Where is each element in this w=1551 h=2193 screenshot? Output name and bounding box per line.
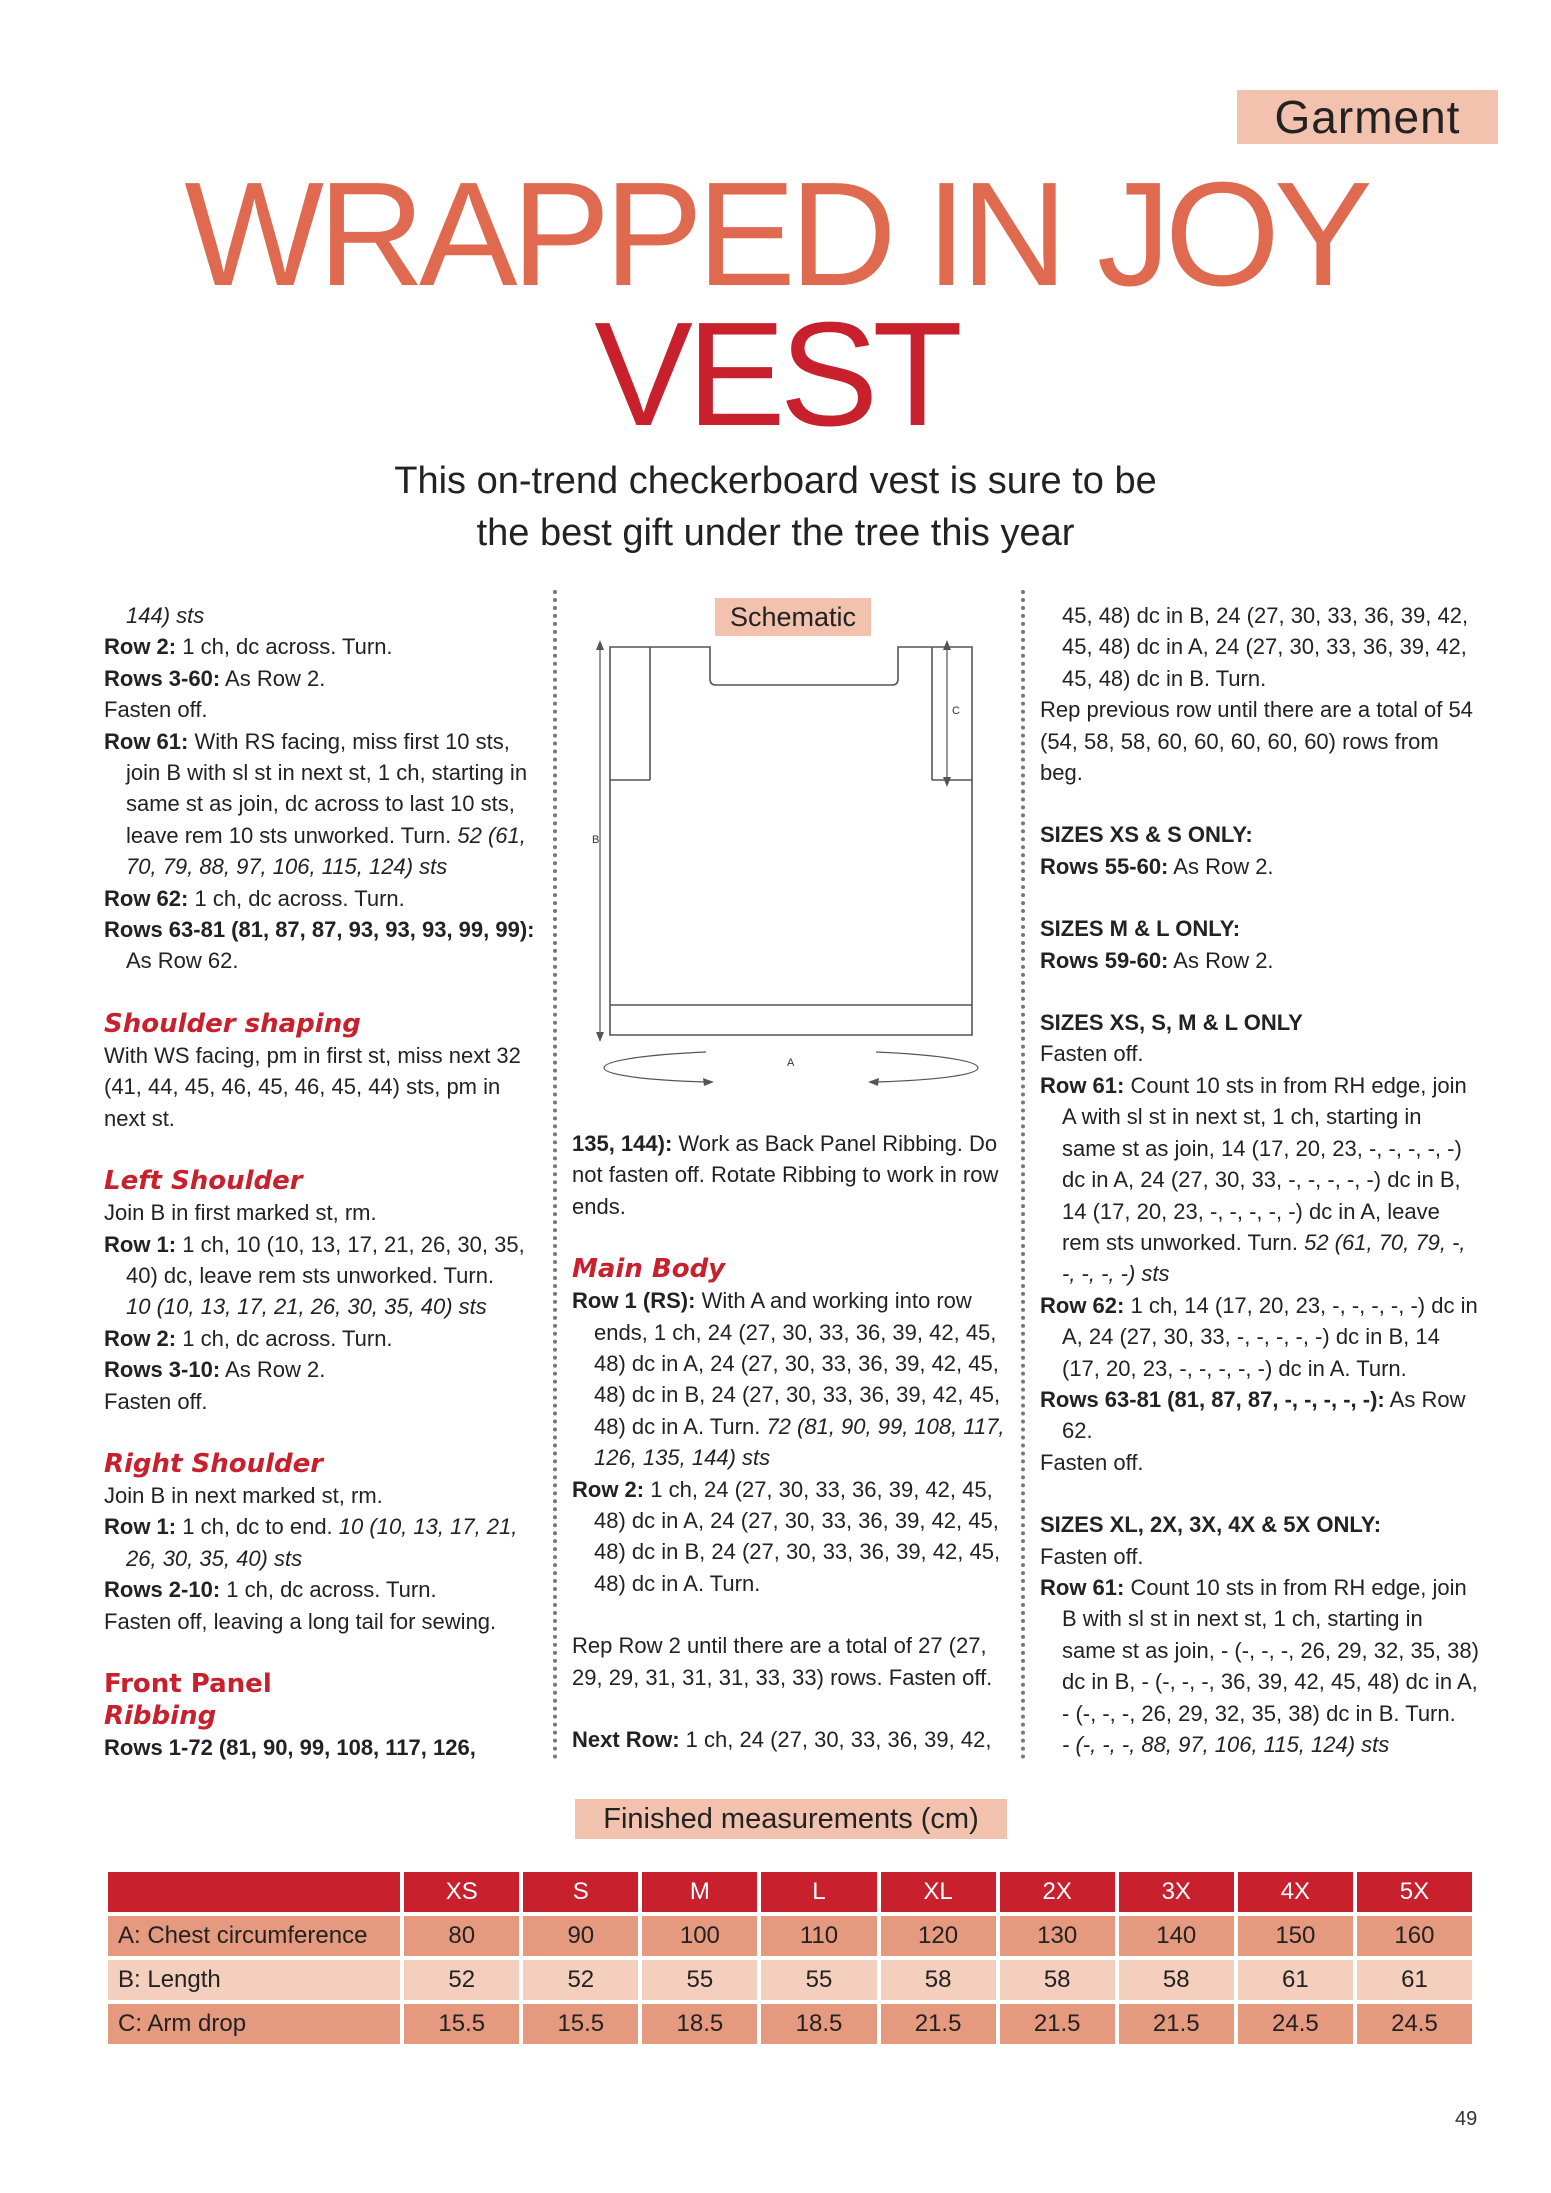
row-label: Row 62:: [1040, 1292, 1125, 1318]
row-label: Row 2:: [104, 1325, 177, 1351]
arrowhead: [596, 640, 604, 650]
size-header: 4X: [1238, 1872, 1353, 1912]
instruction-text: Rep previous row until there are a total of 54 (54, 58, 58, 60, 60, 60, 60, 60) rows from beg.: [1040, 697, 1473, 786]
instruction-text: Fasten off.: [1040, 1041, 1144, 1067]
size-header: 5X: [1357, 1872, 1472, 1912]
size-header: L: [761, 1872, 876, 1912]
row-label-cell: A: Chest circumference: [108, 1916, 400, 1956]
size-header: M: [642, 1872, 757, 1912]
instruction-text: Join B in first marked st, rm.: [104, 1200, 377, 1226]
column-3: [1040, 600, 1480, 1760]
table-cell: 58: [1000, 1960, 1115, 2000]
row-label: Row 2:: [572, 1476, 645, 1502]
measurements-table: [104, 1868, 1476, 2048]
subtitle-line-1: This on-trend checkerboard vest is sure to be: [394, 460, 1157, 502]
instruction-text: Fasten off.: [1040, 1449, 1144, 1475]
section-tag: Garment: [1237, 90, 1498, 144]
table-cell: 52: [523, 1960, 638, 2000]
row-text: With RS facing, miss first 10 sts, join B with sl st in next st, 1 ch, starting in same st as join, dc across to last 10 sts, leave rem 10 sts unworked. Turn.: [126, 728, 528, 848]
row-label: Rows 59-60:: [1040, 947, 1169, 973]
row-label: Row 1:: [104, 1231, 177, 1257]
instruction-text: 45, 48) dc in B, 24 (27, 30, 33, 36, 39, 42, 45, 48) dc in A, 24 (27, 30, 33, 36, 39, 42, 45, 48) dc in B. Turn.: [1062, 603, 1469, 691]
row-label-cell: B: Length: [108, 1960, 400, 2000]
schematic-label: Schematic: [715, 598, 871, 636]
table-cell: 120: [881, 1916, 996, 1956]
chest-arrow-left: [604, 1052, 706, 1082]
row-label: Row 61:: [1040, 1574, 1125, 1600]
size-heading: SIZES XS & S ONLY:: [1040, 822, 1253, 848]
arrowhead: [596, 1032, 604, 1042]
table-cell: 24.5: [1357, 2004, 1472, 2044]
row-label: Row 61:: [104, 728, 189, 754]
row-text: Work as Back Panel Ribbing. Do not fasten off. Rotate Ribbing to work in row ends.: [572, 1131, 999, 1219]
row-label: 135, 144):: [572, 1131, 673, 1156]
column-divider-2: [1021, 590, 1025, 1760]
size-heading: SIZES XS, S, M & L ONLY: [1040, 1010, 1303, 1036]
row-text: 1 ch, dc across. Turn.: [176, 634, 393, 660]
table-row: [108, 1916, 1472, 1956]
label-a: A: [787, 1057, 795, 1069]
stitch-count: 52 (61, 70, 79, 88, 97, 106, 115, 124) sts: [126, 822, 526, 880]
stitch-count: 144) sts: [126, 603, 205, 628]
stitch-count: 10 (10, 13, 17, 21, 26, 30, 35, 40) sts: [126, 1514, 518, 1571]
row-text: 1 ch, 24 (27, 30, 33, 36, 39, 42, 45, 48) dc in A, 24 (27, 30, 33, 36, 39, 42, 45, 48) dc in B, 24 (27, 30, 33, 36, 39, 42, 45, 48) dc in A. Turn.: [594, 1476, 1001, 1596]
table-cell: 58: [881, 1960, 996, 2000]
table-cell: 140: [1119, 1916, 1234, 1956]
row-text: 1 ch, 24 (27, 30, 33, 36, 39, 42,: [679, 1727, 992, 1753]
stitch-count: 10 (10, 13, 17, 21, 26, 30, 35, 40) sts: [126, 1294, 487, 1320]
row-label: Rows 3-10:: [104, 1357, 221, 1383]
arrowhead: [943, 640, 951, 650]
page-number: 49: [1455, 2108, 1478, 2130]
schematic-diagram: [580, 630, 1010, 1090]
stitch-count: - (-, -, -, 88, 97, 106, 115, 124) sts: [1062, 1732, 1390, 1757]
table-cell: 58: [1119, 1960, 1234, 2000]
heading-ribbing: Ribbing: [104, 1700, 217, 1731]
column-divider-1: [553, 590, 557, 1760]
row-text: As Row 62.: [1062, 1386, 1466, 1444]
row-text: Count 10 sts in from RH edge, join B with sl st in next st, 1 ch, starting in same st as join, - (-, -, -, 26, 29, 32, 35, 38) dc in B, - (-, -, -, 36, 39, 42, 45, 48) dc in A, - (-, -, -, 26, 29, 32, 35, 38) dc in B. Turn.: [1062, 1574, 1479, 1726]
column-2: [572, 1128, 1012, 1756]
table-row: [108, 2004, 1472, 2044]
instruction-text: Join B in next marked st, rm.: [104, 1482, 383, 1508]
heading-left-shoulder: Left Shoulder: [104, 1166, 303, 1197]
instruction-text: Fasten off, leaving a long tail for sewing.: [104, 1608, 497, 1634]
subtitle-line-2: the best gift under the tree this year: [476, 512, 1075, 554]
stitch-count: 52 (61, 70, 79, -, -, -, -, -) sts: [1062, 1229, 1466, 1287]
row-label: Row 2:: [104, 634, 177, 660]
row-text: 1 ch, dc across. Turn.: [220, 1577, 437, 1603]
label-c: C: [952, 705, 960, 717]
table-cell: 160: [1357, 1916, 1472, 1956]
table-cell: 52: [404, 1960, 519, 2000]
arrowhead: [868, 1078, 879, 1086]
row-text: With A and working into row ends, 1 ch, 24 (27, 30, 33, 36, 39, 42, 45, 48) dc in A, 24 (27, 30, 33, 36, 39, 42, 45, 48) dc in B, 24 (27, 30, 33, 36, 39, 42, 45, 48) dc in A. Turn.: [594, 1288, 1001, 1439]
row-text: 1 ch, dc across. Turn.: [176, 1325, 393, 1351]
label-b: B: [592, 834, 600, 846]
row-text: As Row 2.: [1168, 947, 1274, 973]
size-header: S: [523, 1872, 638, 1912]
table-cell: 80: [404, 1916, 519, 1956]
table-cell: 55: [761, 1960, 876, 2000]
table-cell: 130: [1000, 1916, 1115, 1956]
row-label: Row 1:: [104, 1514, 177, 1540]
row-label: Rows 2-10:: [104, 1577, 221, 1603]
row-label: Row 62:: [104, 885, 189, 911]
chest-arrow-right: [876, 1052, 978, 1082]
header-blank-cell: [108, 1872, 400, 1912]
table-cell: 21.5: [1119, 2004, 1234, 2044]
row-label: Rows 3-60:: [104, 665, 221, 691]
table-cell: 61: [1357, 1960, 1472, 2000]
table-cell: 21.5: [1000, 2004, 1115, 2044]
arrowhead: [703, 1078, 714, 1086]
size-heading: SIZES XL, 2X, 3X, 4X & 5X ONLY:: [1040, 1512, 1382, 1538]
row-label: Rows 55-60:: [1040, 853, 1169, 879]
row-label: Row 1 (RS):: [572, 1288, 696, 1314]
table-header-row: [108, 1872, 1472, 1912]
table-cell: 15.5: [523, 2004, 638, 2044]
heading-main-body: Main Body: [572, 1254, 726, 1285]
table-cell: 18.5: [642, 2004, 757, 2044]
row-label: Rows 1-72 (81, 90, 99, 108, 117, 126,: [104, 1734, 476, 1760]
table-cell: 61: [1238, 1960, 1353, 2000]
row-text: As Row 2.: [220, 1357, 326, 1383]
size-header: 3X: [1119, 1872, 1234, 1912]
row-text: 1 ch, dc across. Turn.: [188, 885, 405, 911]
heading-right-shoulder: Right Shoulder: [104, 1448, 324, 1479]
size-header: XL: [881, 1872, 996, 1912]
row-text: As Row 62.: [126, 948, 239, 974]
row-label: Next Row:: [572, 1727, 680, 1753]
heading-shoulder-shaping: Shoulder shaping: [104, 1008, 361, 1039]
row-text: As Row 2.: [1168, 853, 1274, 879]
size-header: XS: [404, 1872, 519, 1912]
instruction-text: Rep Row 2 until there are a total of 27 (27, 29, 29, 31, 31, 31, 33, 33) rows. Fasten off.: [572, 1633, 993, 1690]
table-cell: 21.5: [881, 2004, 996, 2044]
row-text: As Row 2.: [220, 665, 326, 691]
size-heading: SIZES M & L ONLY:: [1040, 916, 1241, 942]
column-1: [104, 600, 544, 1763]
measurements-label: Finished measurements (cm): [575, 1799, 1007, 1839]
row-label-cell: C: Arm drop: [108, 2004, 400, 2044]
row-text: Count 10 sts in from RH edge, join A with sl st in next st, 1 ch, starting in same st as join, 14 (17, 20, 23, -, -, -, -, -) dc in A, 24 (27, 30, 33, -, -, -, -, -) dc in B, 14 (17, 20, 23, -, -, -, -, -) dc in A, leave rem sts unworked. Turn.: [1062, 1072, 1467, 1255]
row-label: Rows 63-81 (81, 87, 87, -, -, -, -, -):: [1040, 1386, 1385, 1412]
instruction-text: Fasten off.: [104, 1388, 208, 1414]
table-row: [108, 1960, 1472, 2000]
size-header: 2X: [1000, 1872, 1115, 1912]
table-cell: 55: [642, 1960, 757, 2000]
row-text: 1 ch, 10 (10, 13, 17, 21, 26, 30, 35, 40) dc, leave rem sts unworked. Turn.: [126, 1231, 525, 1288]
instruction-text: Fasten off.: [104, 697, 208, 723]
table-cell: 18.5: [761, 2004, 876, 2044]
row-text: 1 ch, dc to end.: [176, 1514, 339, 1540]
stitch-count: 72 (81, 90, 99, 108, 117, 126, 135, 144) sts: [594, 1413, 1005, 1471]
table-cell: 90: [523, 1916, 638, 1956]
title-line-1: WRAPPED IN JOY: [184, 152, 1367, 317]
table-cell: 110: [761, 1916, 876, 1956]
table-cell: 150: [1238, 1916, 1353, 1956]
vest-outline: [610, 647, 972, 1035]
instruction-text: Fasten off.: [1040, 1543, 1144, 1569]
heading-front-panel: Front Panel: [104, 1668, 272, 1699]
table-cell: 100: [642, 1916, 757, 1956]
row-text: 1 ch, 14 (17, 20, 23, -, -, -, -, -) dc in A, 24 (27, 30, 33, -, -, -, -, -) dc in B, 14 (17, 20, 23, -, -, -, -, -) dc in A. Turn.: [1062, 1292, 1478, 1381]
title-line-2: VEST: [594, 292, 957, 457]
instruction-text: With WS facing, pm in first st, miss next 32 (41, 44, 45, 46, 45, 46, 45, 44) sts, pm in next st.: [104, 1042, 521, 1131]
row-label: Rows 63-81 (81, 87, 87, 93, 93, 93, 99, 99):: [104, 917, 535, 943]
table-cell: 15.5: [404, 2004, 519, 2044]
arrowhead: [943, 777, 951, 787]
table-cell: 24.5: [1238, 2004, 1353, 2044]
row-label: Row 61:: [1040, 1072, 1125, 1098]
